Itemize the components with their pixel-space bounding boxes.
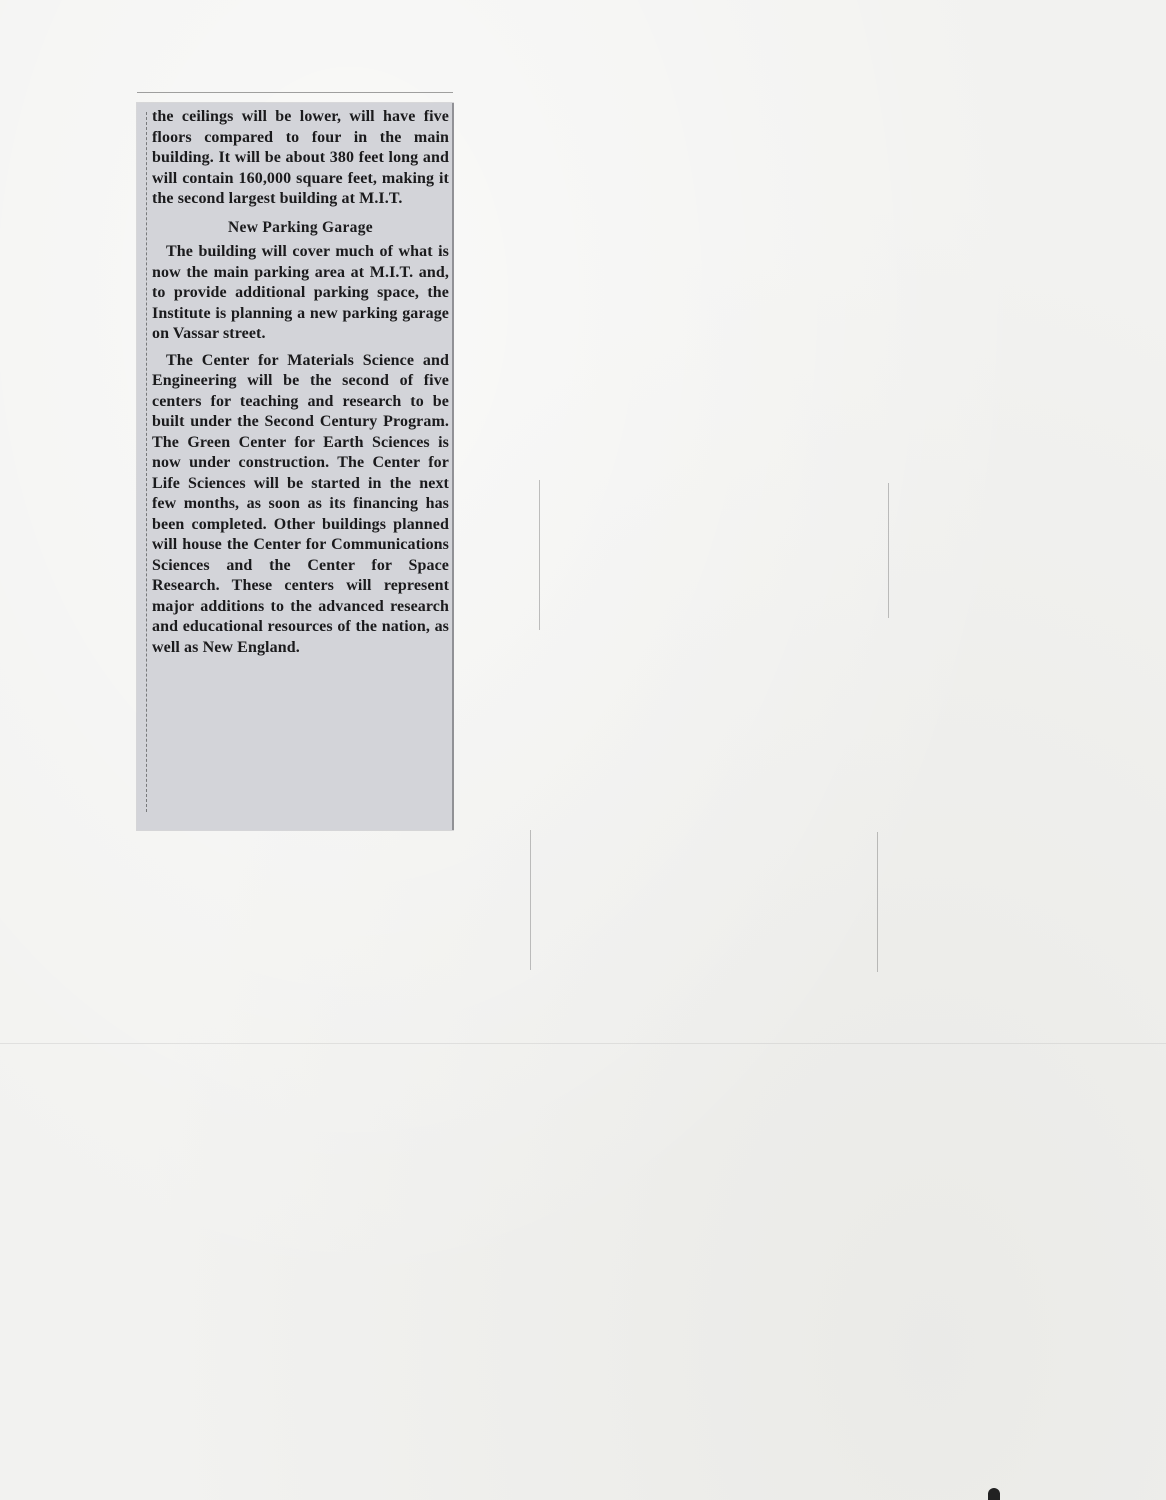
scan-artifact-vertical (877, 832, 878, 972)
scan-artifact-vertical (539, 480, 540, 630)
clipping-top-rule (137, 92, 453, 93)
article-subheading: New Parking Garage (228, 218, 373, 236)
scan-artifact-vertical (530, 830, 531, 970)
article-paragraph-3: The Center for Materials Science and Engineering will be the second of five centers for teaching and research to be built under the Second Century Program. The Green Center for Earth Sciences is now under construction. The Center for Life Sciences will be started in the next few months, as soon as its financing has been completed. Other buildings planned will house the Center for Communications Sciences and the Center for Space Research. These centers will represent major additions to the advanced research and educational resources of the nation, as well as New England. (152, 351, 449, 656)
scan-artifact-horizontal (0, 1043, 1166, 1044)
clipping-right-edge (452, 103, 454, 830)
article-paragraph-2: The building will cover much of what is now the main parking area at M.I.T. and, to provide additional parking space, the Institute is planning a new parking garage on Vassar street. (152, 243, 449, 342)
clipping-column-rule (146, 112, 148, 812)
scan-corner-mark (988, 1488, 1000, 1500)
article-text (152, 107, 449, 658)
article-paragraph-1: the ceilings will be lower, will have five floors compared to four in the main building. It will be about 380 feet long and will contain 160,000 square feet, making it the second largest building at M.I.T. (152, 108, 449, 207)
scan-artifact-vertical (888, 483, 889, 618)
